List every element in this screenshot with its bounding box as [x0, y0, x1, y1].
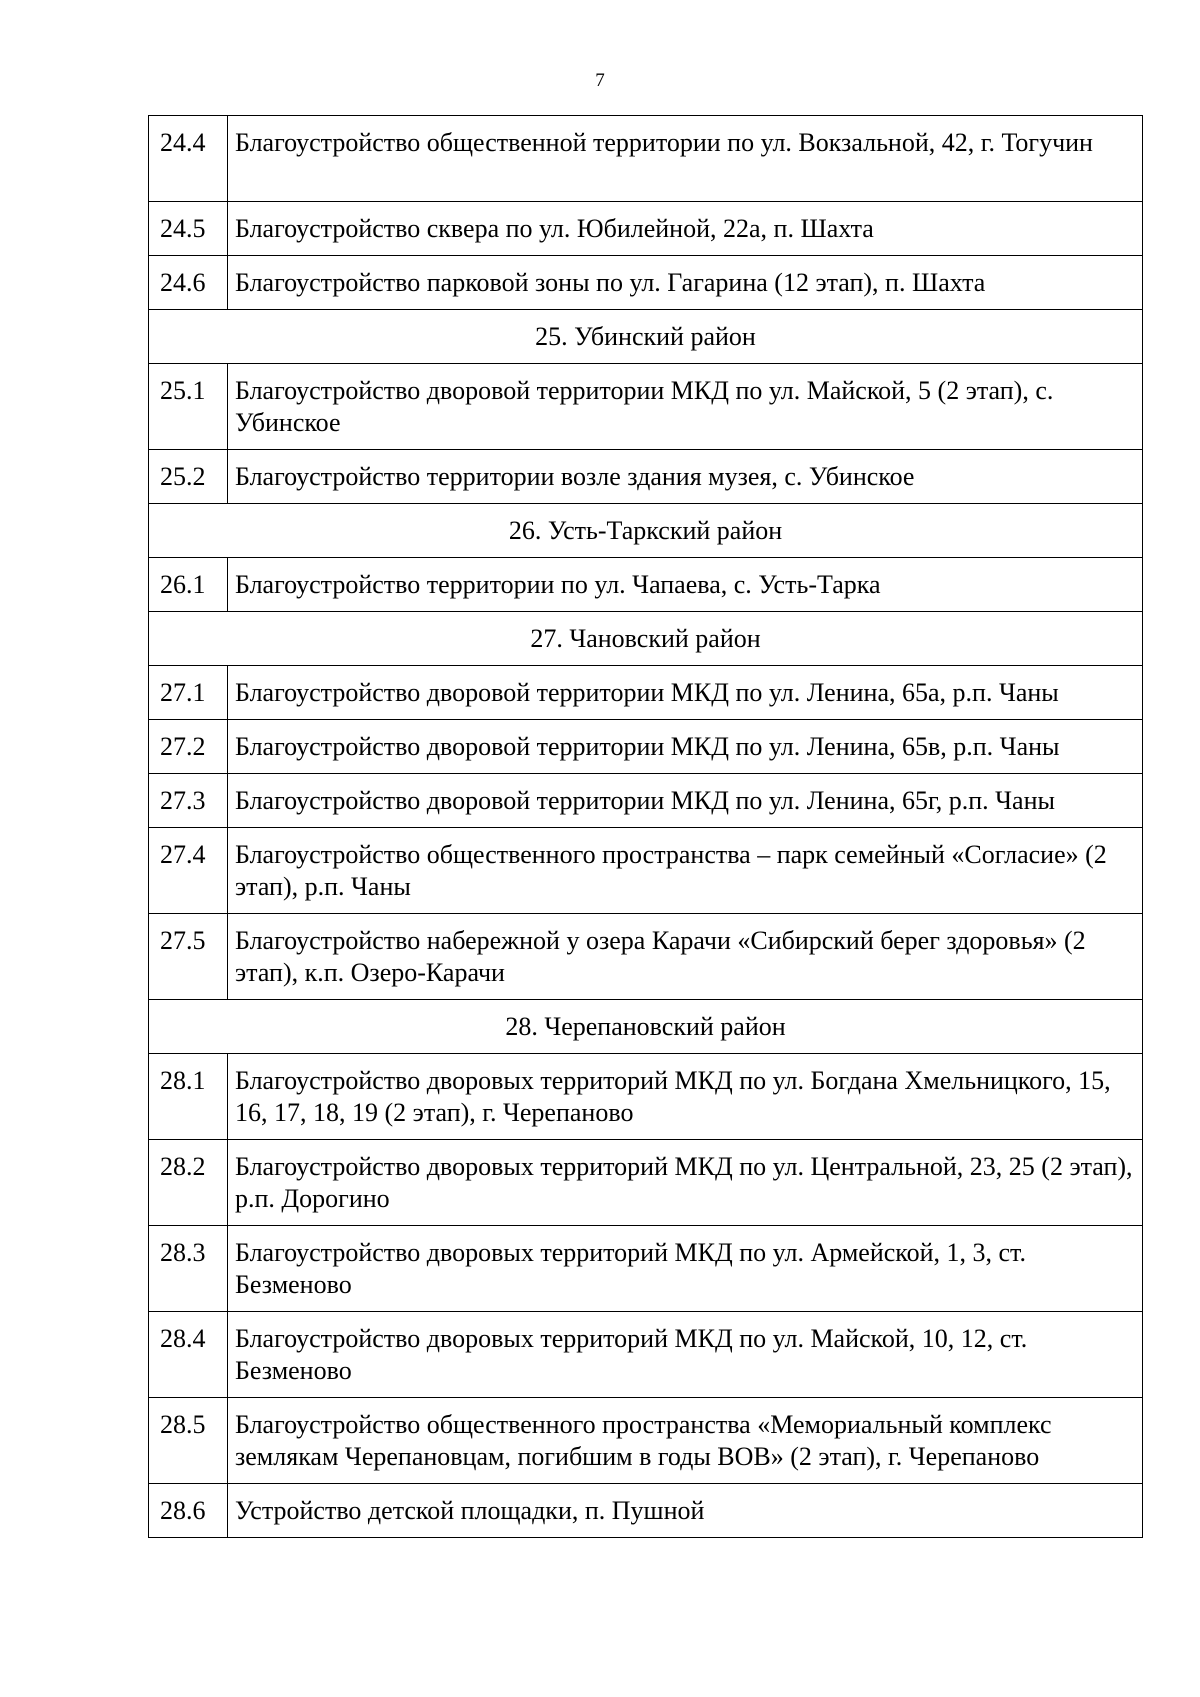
item-number: 27.2	[149, 720, 228, 774]
item-number: 27.1	[149, 666, 228, 720]
item-number: 25.1	[149, 364, 228, 450]
item-description: Благоустройство набережной у озера Карачи «Сибирский берег здоровья» (2 этап), к.п. Озеро-Карачи	[228, 914, 1143, 1000]
table-row	[149, 666, 1143, 720]
item-number: 24.6	[149, 256, 228, 310]
item-description: Благоустройство дворовых территорий МКД по ул. Богдана Хмельницкого, 15, 16, 17, 18, 19 (2 этап), г. Черепаново	[228, 1054, 1143, 1140]
item-description: Благоустройство дворовой территории МКД по ул. Ленина, 65в, р.п. Чаны	[228, 720, 1143, 774]
item-number: 28.2	[149, 1140, 228, 1226]
projects-table-body	[149, 116, 1143, 1538]
item-number: 28.5	[149, 1398, 228, 1484]
item-number: 25.2	[149, 450, 228, 504]
item-description: Благоустройство дворовых территорий МКД по ул. Центральной, 23, 25 (2 этап), р.п. Дорогино	[228, 1140, 1143, 1226]
item-description: Благоустройство общественного пространства «Мемориальный комплекс землякам Черепановцам, погибшим в годы ВОВ» (2 этап), г. Черепаново	[228, 1398, 1143, 1484]
item-description: Благоустройство дворовых территорий МКД по ул. Майской, 10, 12, ст. Безменово	[228, 1312, 1143, 1398]
section-row	[149, 504, 1143, 558]
item-description: Устройство детской площадки, п. Пушной	[228, 1484, 1143, 1538]
item-description: Благоустройство дворовой территории МКД по ул. Ленина, 65а, р.п. Чаны	[228, 666, 1143, 720]
section-title: 26. Усть-Таркский район	[149, 504, 1143, 558]
item-description: Благоустройство сквера по ул. Юбилейной, 22а, п. Шахта	[228, 202, 1143, 256]
table-row	[149, 1398, 1143, 1484]
table-row	[149, 202, 1143, 256]
section-title: 27. Чановский район	[149, 612, 1143, 666]
table-row	[149, 1312, 1143, 1398]
table-row	[149, 450, 1143, 504]
table-row	[149, 1226, 1143, 1312]
projects-table	[148, 115, 1143, 1538]
item-number: 24.5	[149, 202, 228, 256]
table-row	[149, 774, 1143, 828]
item-number: 28.3	[149, 1226, 228, 1312]
section-row	[149, 1000, 1143, 1054]
table-row	[149, 828, 1143, 914]
table-row	[149, 558, 1143, 612]
item-number: 27.5	[149, 914, 228, 1000]
item-number: 27.3	[149, 774, 228, 828]
item-description: Благоустройство дворовой территории МКД по ул. Майской, 5 (2 этап), с. Убинское	[228, 364, 1143, 450]
table-row	[149, 1484, 1143, 1538]
item-description: Благоустройство общественной территории по ул. Вокзальной, 42, г. Тогучин	[228, 116, 1143, 202]
page-number: 7	[595, 70, 605, 91]
section-title: 25. Убинский район	[149, 310, 1143, 364]
item-number: 27.4	[149, 828, 228, 914]
item-number: 28.4	[149, 1312, 228, 1398]
item-description: Благоустройство дворовых территорий МКД по ул. Армейской, 1, 3, ст. Безменово	[228, 1226, 1143, 1312]
table-row	[149, 256, 1143, 310]
item-number: 24.4	[149, 116, 228, 202]
table-row	[149, 720, 1143, 774]
table-row	[149, 364, 1143, 450]
item-number: 28.6	[149, 1484, 228, 1538]
item-description: Благоустройство дворовой территории МКД по ул. Ленина, 65г, р.п. Чаны	[228, 774, 1143, 828]
item-description: Благоустройство парковой зоны по ул. Гагарина (12 этап), п. Шахта	[228, 256, 1143, 310]
item-number: 26.1	[149, 558, 228, 612]
table-row	[149, 914, 1143, 1000]
table-row	[149, 116, 1143, 202]
section-title: 28. Черепановский район	[149, 1000, 1143, 1054]
item-description: Благоустройство территории возле здания музея, с. Убинское	[228, 450, 1143, 504]
item-description: Благоустройство территории по ул. Чапаева, с. Усть-Тарка	[228, 558, 1143, 612]
section-row	[149, 310, 1143, 364]
item-number: 28.1	[149, 1054, 228, 1140]
section-row	[149, 612, 1143, 666]
table-row	[149, 1140, 1143, 1226]
item-description: Благоустройство общественного пространства – парк семейный «Согласие» (2 этап), р.п. Чаны	[228, 828, 1143, 914]
table-row	[149, 1054, 1143, 1140]
